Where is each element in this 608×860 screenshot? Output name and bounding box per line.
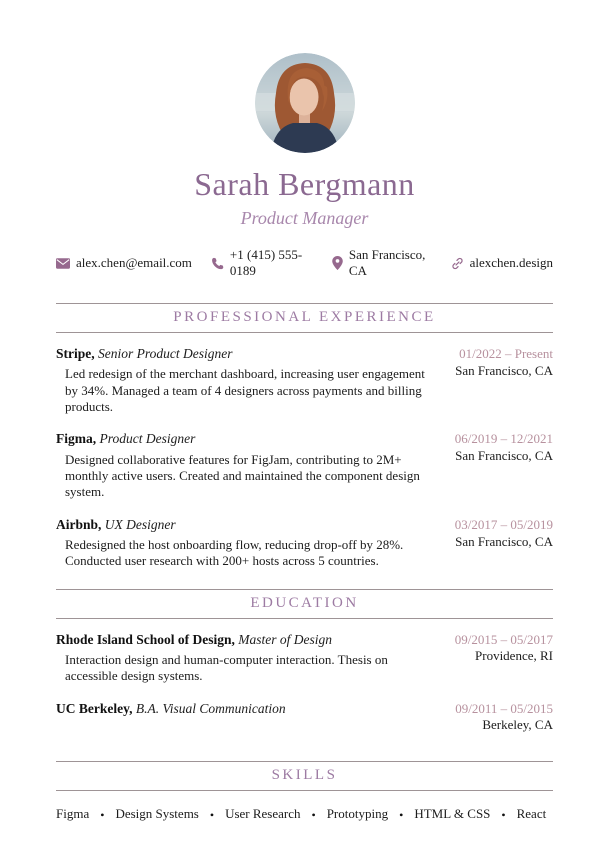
- company-name: Airbnb,: [56, 516, 102, 532]
- role-description: Redesigned the host onboarding flow, reducing drop-off by 28%. Conducted user research with 200+ hosts across 5 countries.: [65, 536, 404, 569]
- date-range: 06/2019 – 12/2021: [454, 431, 553, 447]
- job-title: Product Manager: [240, 208, 369, 228]
- school-name: Rhode Island School of Design,: [56, 631, 235, 647]
- contact-row: [56, 247, 553, 279]
- bullet-separator: [210, 808, 214, 821]
- skills-list: [56, 791, 553, 822]
- company-name: Figma,: [56, 431, 97, 447]
- profile-photo: [255, 53, 355, 153]
- degree-title: B.A. Visual Communication: [135, 700, 286, 716]
- experience-entry: [56, 517, 553, 570]
- location-icon: [332, 256, 343, 270]
- skill-item: Prototyping: [326, 806, 389, 822]
- contact-phone[interactable]: [211, 247, 313, 279]
- school-name: UC Berkeley,: [56, 700, 133, 716]
- bullet-separator: [501, 808, 505, 821]
- entry-location: Berkeley, CA: [482, 717, 553, 733]
- degree-title: Master of Design: [238, 631, 333, 647]
- section-title-education: EDUCATION: [56, 589, 553, 619]
- portrait-illustration: [255, 53, 355, 153]
- contact-email-text: alex.chen@email.com: [76, 255, 192, 270]
- skill-item: Figma: [56, 806, 90, 822]
- bullet-separator: [312, 808, 316, 821]
- entry-location: San Francisco, CA: [455, 362, 553, 378]
- date-range: 09/2015 – 05/2017: [454, 631, 553, 647]
- entry-location: Providence, RI: [475, 648, 553, 664]
- contact-location[interactable]: [332, 247, 432, 279]
- education-entry: [56, 701, 553, 735]
- email-icon: [56, 258, 70, 269]
- entry-location: San Francisco, CA: [455, 448, 553, 464]
- contact-location-text: San Francisco, CA: [348, 247, 426, 278]
- company-name: Stripe,: [56, 346, 95, 361]
- section-experience: [56, 303, 553, 570]
- skill-item: Design Systems: [115, 806, 199, 822]
- page-title: Sarah Bergmann: [194, 166, 415, 202]
- entry-location: San Francisco, CA: [455, 533, 553, 549]
- experience-entry: [56, 431, 553, 500]
- section-title-skills: SKILLS: [56, 761, 553, 791]
- section-skills: [56, 761, 553, 822]
- contact-email[interactable]: [56, 255, 192, 271]
- link-icon: [451, 257, 464, 270]
- bullet-separator: [100, 808, 104, 821]
- skill-item: User Research: [225, 806, 301, 822]
- role-title: Senior Product Designer: [98, 346, 233, 361]
- education-description: Interaction design and human-computer interaction. Thesis on accessible design systems.: [65, 651, 388, 684]
- date-range: 09/2011 – 05/2015: [455, 700, 553, 716]
- skill-item: React: [516, 806, 547, 822]
- role-title: Product Designer: [99, 431, 196, 447]
- contact-website[interactable]: [451, 255, 553, 271]
- skill-item: HTML & CSS: [414, 806, 491, 822]
- date-range: 01/2022 – Present: [459, 346, 553, 361]
- contact-website-text: alexchen.design: [469, 255, 553, 270]
- bullet-separator: [399, 808, 403, 821]
- section-education: [56, 589, 553, 735]
- experience-entry: [56, 346, 553, 415]
- role-description: Designed collaborative features for FigJam, contributing to 2M+ monthly active users. Created and maintained the component design system.: [65, 451, 420, 500]
- section-title-experience: PROFESSIONAL EXPERIENCE: [56, 303, 553, 333]
- date-range: 03/2017 – 05/2019: [454, 516, 553, 532]
- role-description: Led redesign of the merchant dashboard, increasing user engagement by 34%. Managed a team of 4 designers across payments and billing products.: [65, 366, 425, 414]
- role-title: UX Designer: [104, 516, 176, 532]
- phone-icon: [211, 257, 224, 270]
- contact-phone-text: +1 (415) 555-0189: [229, 247, 303, 278]
- education-entry: [56, 632, 553, 685]
